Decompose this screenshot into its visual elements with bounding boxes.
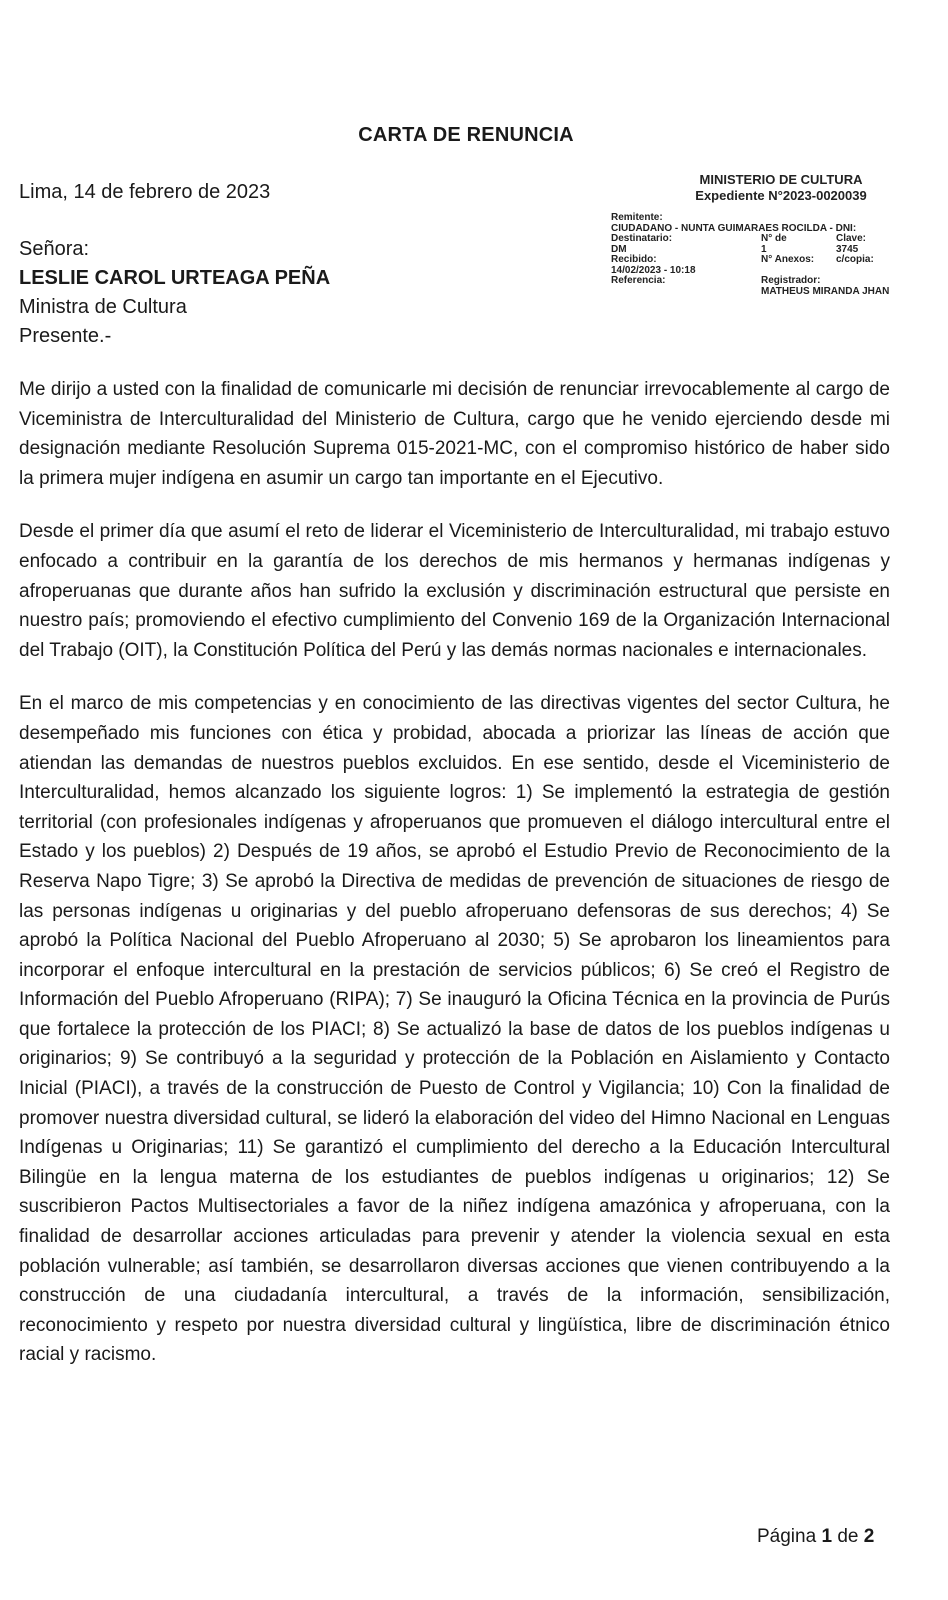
stamp-clave-value: 3745 xyxy=(836,243,859,255)
stamp-recibido-label: Recibido: xyxy=(611,254,657,265)
paragraph-1: Me dirijo a usted con la finalidad de comunicarle mi decisión de renunciar irrevocablemente al cargo de Viceministra de Interculturalidad del Ministerio de Cultura, cargo que he venido ejerciendo desde mi designación mediante Resolución Suprema 015-2021-MC, con el compromiso histórico de haber sido la primera mujer indígena en asumir un cargo tan importante en el Ejecutivo. xyxy=(19,379,890,489)
stamp-row xyxy=(611,276,911,287)
stamp-anexos-label: N° Anexos: xyxy=(761,254,815,265)
addressee-block xyxy=(19,235,330,351)
stamp-expediente: Expediente N°2023-0020039 xyxy=(695,188,867,203)
stamp-row xyxy=(611,287,911,298)
page-number xyxy=(757,1526,874,1548)
stamp-clave-label: Clave: xyxy=(836,233,867,244)
letter-body xyxy=(19,375,890,1394)
stamp-registrador-label: Registrador: xyxy=(761,275,821,286)
paragraph-3: En el marco de mis competencias y en conocimiento de las directivas vigentes del sector Cultura, he desempeñado mis funciones con ética y probidad, abocada a priorizar las líneas de acción que atiendan las demandas de nuestros pueblos excluidos. En ese sentido, desde el Viceministerio de Interculturalidad, hemos alcanzado los siguiente logros: 1) Se implementó la estrategia de gestión territorial (con profesionales indígenas y afroperuanos que promueven el diálogo intercultural entre el Estado y los pueblos) 2) Después de 19 años, se aprobó el Estudio Previo de Reconocimiento de la Reserva Napo Tigre; 3) Se aprobó la Directiva de medidas de prevención de situaciones de riesgo de las personas indígenas u originarias y del pueblo afroperuano defensoras de sus derechos; 4) Se aprobó la Política Nacional del Pueblo Afroperuano al 2030; 5) Se aprobaron los lineamientos para incorporar el enfoque intercultural en la prestación de servicios públicos; 6) Se creó el Registro de Información del Pueblo Afroperuano (RIPA); 7) Se inauguró la Oficina Técnica en la provincia de Purús que fortalece la protección de los PIACI; 8) Se actualizó la base de datos de los pueblos indígenas u originarios; 9) Se contribuyó a la seguridad y protección de la Población en Aislamiento y Contacto Inicial (PIACI), a través de la construcción de Puesto de Control y Vigilancia; 10) Con la finalidad de promover nuestra diversidad cultural, se lideró la elaboración del video del Himno Nacional en Lenguas Indígenas u Originarias; 11) Se garantizó el cumplimiento del derecho a la Educación Intercultural Bilingüe en la lengua materna de los estudiantes de pueblos indígenas u originarios; 12) Se suscribieron Pactos Multisectoriales a favor de la niñez indígena amazónica y afroperuana, con la finalidad de desarrollar acciones articuladas para prevenir y atender la violencia sexual en esta población vulnerable; así también, se desarrollaron diversas acciones que vienen contribuyendo a la construcción de una ciudadanía intercultural, a través de la información, sensibilización, reconocimiento y respeto por nuestra diversidad cultural y lingüística, libre de discriminación étnico racial y racismo. xyxy=(19,693,890,1366)
stamp-org: MINISTERIO DE CULTURA xyxy=(699,172,863,187)
letter-date: Lima, 14 de febrero de 2023 xyxy=(19,181,271,203)
stamp-registrador-value: MATHEUS MIRANDA JHAN xyxy=(761,285,890,297)
addressee-position: Ministra de Cultura xyxy=(19,296,187,318)
reception-stamp xyxy=(611,172,911,297)
stamp-nro-label: N° de xyxy=(761,233,787,244)
addressee-name: LESLIE CAROL URTEAGA PEÑA xyxy=(19,267,331,289)
stamp-remitente-value: CIUDADANO - NUNTA GUIMARAES ROCILDA - DNI: xyxy=(611,222,857,234)
stamp-destinatario-label: Destinatario: xyxy=(611,233,673,244)
stamp-recibido-value: 14/02/2023 - 10:18 xyxy=(611,264,696,276)
of-word: de xyxy=(837,1526,859,1547)
stamp-remitente-label: Remitente: xyxy=(611,212,663,223)
stamp-row xyxy=(611,255,911,266)
stamp-copia-label: c/copia: xyxy=(836,254,874,265)
stamp-nro-value: 1 xyxy=(761,243,767,255)
page-total: 2 xyxy=(863,1526,875,1547)
closing-presente: Presente.- xyxy=(19,325,112,347)
page-word: Página xyxy=(757,1526,817,1547)
stamp-destinatario-value: DM xyxy=(611,243,627,255)
stamp-referencia-label: Referencia: xyxy=(611,275,666,286)
salutation: Señora: xyxy=(19,238,90,260)
paragraph-2: Desde el primer día que asumí el reto de liderar el Viceministerio de Interculturalidad, mi trabajo estuvo enfocado a contribuir en la garantía de los derechos de mis hermanos y hermanas indígenas y afroperuanas que durante años han sufrido la exclusión y discriminación estructural que persiste en nuestro país; promoviendo el efectivo cumplimiento del Convenio 169 de la Organización Internacional del Trabajo (OIT), la Constitución Política del Perú y las demás normas nacionales e internacionales. xyxy=(19,521,890,661)
letter-title: CARTA DE RENUNCIA xyxy=(358,124,574,146)
stamp-row xyxy=(611,234,911,245)
page-current: 1 xyxy=(821,1526,833,1547)
